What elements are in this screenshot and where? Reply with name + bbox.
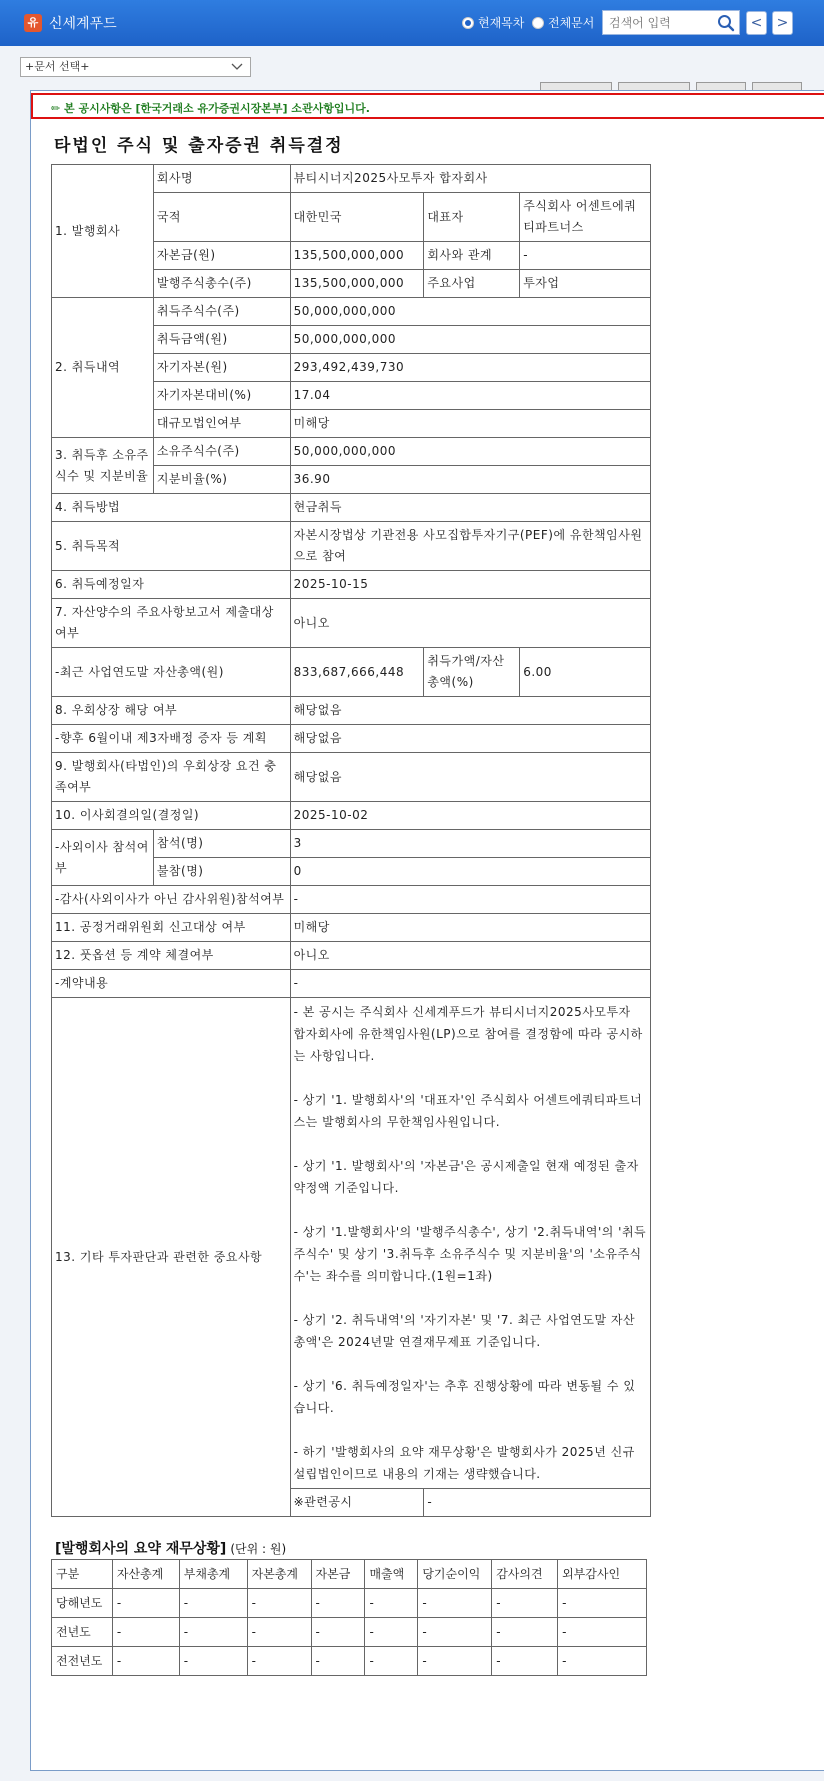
third-party-value: 해당없음 xyxy=(290,725,650,753)
section-10-label: 10. 이사회결의일(결정일) xyxy=(52,802,291,830)
third-party-label: -향후 6월이내 제3자배정 증자 등 계획 xyxy=(52,725,291,753)
fin-header-cell: 감사의견 xyxy=(492,1560,558,1589)
radio-unchecked-icon[interactable] xyxy=(532,17,544,29)
fin-cell: 전년도 xyxy=(52,1618,113,1647)
radio-all-label: 전체문서 xyxy=(548,16,595,30)
country-value: 대한민국 xyxy=(290,193,424,242)
related-disclosure-label: ※관련공시 xyxy=(290,1489,424,1517)
fin-cell: - xyxy=(112,1647,179,1676)
purpose-value: 자본시장법상 기관전용 사모집합투자기구(PEF)에 유한책임사원으로 참여 xyxy=(290,522,650,571)
shares-total-value: 135,500,000,000 xyxy=(290,270,424,298)
section-3-label: 3. 취득후 소유주식수 및 지분비율 xyxy=(52,438,154,494)
fin-header-cell: 매출액 xyxy=(365,1560,418,1589)
capital-label: 자본금(원) xyxy=(153,242,290,270)
financial-summary-heading: [발행회사의 요약 재무상황] xyxy=(55,1541,227,1557)
fin-cell: - xyxy=(247,1647,311,1676)
date-value: 2025-10-15 xyxy=(290,571,650,599)
section-8-label: 8. 우회상장 해당 여부 xyxy=(52,697,291,725)
document-select[interactable] xyxy=(20,57,251,77)
fin-cell: - xyxy=(311,1647,365,1676)
equity-value: 293,492,439,730 xyxy=(290,354,650,382)
other-matters-value: - 본 공시는 주식회사 신세계푸드가 뷰티시너지2025사모투자 합자회사에 유한책임사원(LP)으로 참여를 결정함에 따라 공시하는 사항입니다. - 상기 '1. 발행회사'의 '대표자'인 주식회사 어센트에쿼티파트너스는 발행회사의 무한책임사원입니다. - 상기 '1. 발행회사'의 '자본금'은 공시제출일 현재 예정된 출자약정액 기준입니다. - 상기 '1.발행회사'의 '발행주식총수', 상기 '2.취득내역'의 '취득주식수' 및 상기 '3.취득후 소유주식수 및 지분비율'의 '소유주식수'는 좌수를 의미합니다.(1원=1좌) - 상기 '2. 취득내역'의 '자기자본' 및 '7. 최근 사업연도말 자산총액'은 2024년말 연결재무제표 기준입니다. - 상기 '6. 취득예정일자'는 추후 진행상황에 따라 변동될 수 있습니다. - 하기 '발행회사의 요약 재무상황'은 발행회사가 2025년 신규 설립법인이므로 내용의 기재는 생략했습니다. xyxy=(290,998,650,1489)
large-corp-value: 미해당 xyxy=(290,410,650,438)
company-title: 신세계푸드 xyxy=(49,16,117,32)
document-title: 타법인 주식 및 출자증권 취득결정 xyxy=(54,136,344,156)
fin-cell: - xyxy=(365,1647,418,1676)
assets-value: 833,687,666,448 xyxy=(290,648,424,697)
business-label: 주요사업 xyxy=(424,270,520,298)
owned-shares-value: 50,000,000,000 xyxy=(290,438,650,466)
acq-ratio-label: 취득가액/자산총액(%) xyxy=(424,648,520,697)
section-5-label: 5. 취득목적 xyxy=(52,522,291,571)
present-value: 3 xyxy=(290,830,650,858)
disclosure-table xyxy=(51,164,651,1517)
next-button[interactable]: > xyxy=(772,11,793,35)
related-disclosure-value: - xyxy=(424,1489,651,1517)
section-1-label: 1. 발행회사 xyxy=(52,165,154,298)
fin-cell: - xyxy=(247,1589,311,1618)
company-logo-icon: 유 xyxy=(24,14,42,32)
radio-all-documents[interactable] xyxy=(532,14,594,31)
fin-cell: - xyxy=(311,1618,365,1647)
absent-label: 불참(명) xyxy=(153,858,290,886)
fin-cell: - xyxy=(492,1589,558,1618)
outside-director-label: -사외이사 참석여부 xyxy=(52,830,154,886)
radio-checked-icon[interactable] xyxy=(462,17,474,29)
equity-label: 자기자본(원) xyxy=(153,354,290,382)
jurisdiction-notice xyxy=(31,93,824,119)
fin-cell: - xyxy=(558,1618,647,1647)
section-7-label: 7. 자산양수의 주요사항보고서 제출대상 여부 xyxy=(52,599,291,648)
ceo-value: 주식회사 어센트에쿼티파트너스 xyxy=(520,193,651,242)
equity-ratio-value: 17.04 xyxy=(290,382,650,410)
auditor-value: - xyxy=(290,886,650,914)
fin-header-cell: 자본총계 xyxy=(247,1560,311,1589)
fin-cell: - xyxy=(112,1618,179,1647)
financial-header-row xyxy=(52,1560,647,1589)
relation-value: - xyxy=(520,242,651,270)
country-label: 국적 xyxy=(153,193,290,242)
fin-cell: - xyxy=(365,1589,418,1618)
search-box xyxy=(602,10,740,35)
absent-value: 0 xyxy=(290,858,650,886)
fin-header-cell: 구분 xyxy=(52,1560,113,1589)
fin-cell: - xyxy=(112,1589,179,1618)
fin-header-cell: 외부감사인 xyxy=(558,1560,647,1589)
radio-current-label: 현재목차 xyxy=(478,16,525,30)
acq-amount-value: 50,000,000,000 xyxy=(290,326,650,354)
section-13-label: 13. 기타 투자판단과 관련한 중요사항 xyxy=(52,998,291,1517)
fin-cell: - xyxy=(558,1647,647,1676)
company-name-value: 뷰티시너지2025사모투자 합자회사 xyxy=(290,165,650,193)
auditor-label: -감사(사외이사가 아닌 감사위원)참석여부 xyxy=(52,886,291,914)
notice-text: ✏ 본 공시사항은 [한국거래소 유가증권시장본부] 소관사항입니다. xyxy=(51,102,370,115)
fin-cell: - xyxy=(418,1647,492,1676)
section-9-label: 9. 발행회사(타법인)의 우회상장 요건 충족여부 xyxy=(52,753,291,802)
relation-label: 회사와 관계 xyxy=(424,242,520,270)
section-11-label: 11. 공정거래위원회 신고대상 여부 xyxy=(52,914,291,942)
fin-header-cell: 당기순이익 xyxy=(418,1560,492,1589)
fin-cell: - xyxy=(179,1647,247,1676)
acq-shares-value: 50,000,000,000 xyxy=(290,298,650,326)
contract-label: -계약내용 xyxy=(52,970,291,998)
shares-total-label: 발행주식총수(주) xyxy=(153,270,290,298)
report-value: 아니오 xyxy=(290,599,650,648)
ftc-value: 미해당 xyxy=(290,914,650,942)
board-date-value: 2025-10-02 xyxy=(290,802,650,830)
fin-cell: - xyxy=(492,1647,558,1676)
fin-cell: - xyxy=(311,1589,365,1618)
section-4-label: 4. 취득방법 xyxy=(52,494,291,522)
large-corp-label: 대규모법인여부 xyxy=(153,410,290,438)
fin-cell: - xyxy=(492,1618,558,1647)
section-12-label: 12. 풋옵션 등 계약 체결여부 xyxy=(52,942,291,970)
fin-header-cell: 자본금 xyxy=(311,1560,365,1589)
ceo-label: 대표자 xyxy=(424,193,520,242)
document-select-value: +문서 선택+ xyxy=(25,60,90,73)
table-row xyxy=(52,1618,647,1647)
fin-cell: - xyxy=(558,1589,647,1618)
fin-header-cell: 자산총계 xyxy=(112,1560,179,1589)
put-option-value: 아니오 xyxy=(290,942,650,970)
fin-cell: 당해년도 xyxy=(52,1589,113,1618)
capital-value: 135,500,000,000 xyxy=(290,242,424,270)
present-label: 참석(명) xyxy=(153,830,290,858)
financial-summary-title xyxy=(55,1538,286,1558)
search-icon[interactable] xyxy=(717,14,735,32)
stake-label: 지분비율(%) xyxy=(153,466,290,494)
requirement-value: 해당없음 xyxy=(290,753,650,802)
fin-cell: 전전년도 xyxy=(52,1647,113,1676)
fin-cell: - xyxy=(418,1618,492,1647)
search-input[interactable] xyxy=(609,14,709,32)
acq-amount-label: 취득금액(원) xyxy=(153,326,290,354)
owned-shares-label: 소유주식수(주) xyxy=(153,438,290,466)
fin-cell: - xyxy=(179,1618,247,1647)
financial-unit: (단위 : 원) xyxy=(230,1542,287,1556)
method-value: 현금취득 xyxy=(290,494,650,522)
fin-cell: - xyxy=(247,1618,311,1647)
contract-value: - xyxy=(290,970,650,998)
business-value: 투자업 xyxy=(520,270,651,298)
chevron-down-icon xyxy=(230,60,244,74)
equity-ratio-label: 자기자본대비(%) xyxy=(153,382,290,410)
stake-value: 36.90 xyxy=(290,466,650,494)
fin-cell: - xyxy=(179,1589,247,1618)
financial-summary-table xyxy=(51,1559,647,1676)
section-2-label: 2. 취득내역 xyxy=(52,298,154,438)
fin-cell: - xyxy=(365,1618,418,1647)
fin-cell: - xyxy=(418,1589,492,1618)
table-row xyxy=(52,1647,647,1676)
table-row xyxy=(52,1589,647,1618)
prev-button[interactable]: < xyxy=(746,11,767,35)
company-name-label: 회사명 xyxy=(153,165,290,193)
acq-ratio-value: 6.00 xyxy=(520,648,651,697)
section-6-label: 6. 취득예정일자 xyxy=(52,571,291,599)
fin-header-cell: 부채총계 xyxy=(179,1560,247,1589)
top-header xyxy=(0,0,824,46)
radio-current-toc[interactable] xyxy=(462,14,524,31)
assets-label: -최근 사업연도말 자산총액(원) xyxy=(52,648,291,697)
acq-shares-label: 취득주식수(주) xyxy=(153,298,290,326)
backdoor-value: 해당없음 xyxy=(290,697,650,725)
